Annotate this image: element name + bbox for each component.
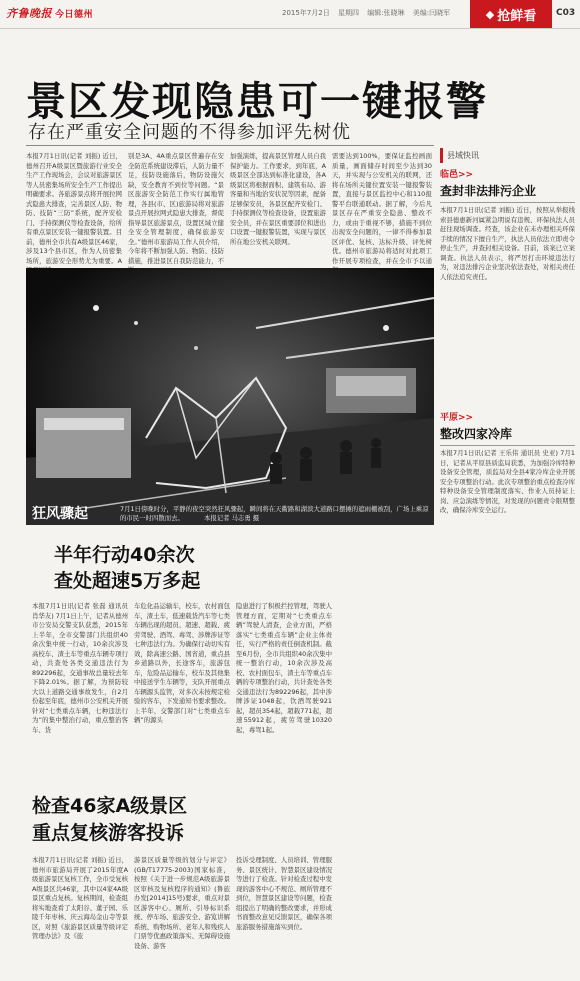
section-icon: ◆	[485, 7, 495, 21]
editor: 编辑:张晓琳	[367, 9, 405, 17]
brief-2-region: 平原>>	[440, 413, 474, 423]
photo-caption	[120, 505, 430, 523]
issue-meta	[282, 8, 456, 18]
story2-column-1: 本报7月1日讯(记者 张磊 通讯员 肖华友) 7月1日上午，记者从德州市公安局交警支队获悉，2015年上半年，全市交警部门共组织40余次集中统一行动，10余次涉及高校车、渣土车等重点车辆专项行动，共查处各类交通违法行为892296起，交通事故总量较去年下降2.01%。据了解，为预防较大以上道路交通事故发生，自2月份起至年底，德州市公安机关开展针对“七类重点车辆，七种违法行为”的集中整治行动，重点整治客车、货	[32, 602, 128, 734]
story2-column-3: 隐患进行了积极拦控管理，驾驶人管理方面，定期对“七类重点车辆”驾驶人清查，企业方面，严格落实“七类重点车辆”企业主体责任，实行严格的责任倒查机制。截至6月份，全市共组织40余次集中统一整治行动，10余次涉及高校、农村面包车，渣土车等重点车辆的专项整治行动，共计查处各类交通违法行为892296起，其中涉牌涉证1048起，饮酒驾驶921起，超员354起，超载771起，超速55912起，疲劳驾驶10320起，毒驾1起。	[236, 602, 332, 734]
issue-weekday: 星期四	[337, 9, 359, 17]
logo-text: 齐鲁晚报	[6, 7, 52, 20]
story3-column-2: 游景区质量等级的划分与评定》(GB/T17775-2003)国家标准，按照《关于进一步规范A级旅游景区审核及复核程序的通知》(鲁旅办发[2014]15号)要求，重点对景区游客中心、厕所、引导标识系统、停车场、旅游安全、游览讲解系统、购物场所、老年人和残疾人门票等优惠政策落实、无障碍设施设备、游客	[134, 856, 230, 950]
lead-column-4: 需要达到100%，要保证监控画面质量，画面储存时间至少达到30天，并实现与公安机关的联网，还将在场所关键位置安装一键报警装置，直接与景区监控中心和110报警平台联通联动。据了解，今后凡景区存在严重安全隐患、整改不力，或由于重视不够，措施不到位出现安全问题的，一律不得参加景区评优、复核、达标升级、评先树优。德州市旅游局将适时对此项工作开展专项检查，并在全市予以通	[332, 152, 432, 265]
brief-1-body: 本报7月1日讯(记者 刘振) 近日，按照从举报线索县德惠新河属紧急明说有违规、环保执法人员赶往现场调查。经查，该企业在未办理相关环保手续的情况下擅自生产，执法人员依法立即责令停止生产，并查封相关设备。目前，该案已立案调查。执法人员表示，将严厉打击环境违法行为，对违法排污企业坚决依法查处，对相关责任人依法追究责任。	[440, 206, 575, 281]
story3-column-3: 投诉受理制度、人员培训、管理服务、景区统计、智慧景区建设情况等进行了检查。针对检查过程中发现的游客中心不规范、厕所管理不到位，智慧景区建设等问题，检查组提出了明确的整改要求，并形成书面整改意见反馈景区，确保各项旅游服务措施落实到位。	[236, 856, 332, 931]
lead-subheadline: 存在严重安全问题的不得参加评先树优	[28, 122, 351, 143]
designer: 美编:闫晓军	[412, 9, 451, 17]
brief-2-body: 本报7月1日讯(记者 王乐伟 通讯员 史亚) 7月1日，记者从平原县质监局获悉，为加强冷库特种设备安全管理，质监局对全县4家冷库企业开展安全专项整治行动。此次专项整治重点检查冷库特种设备安全管理制度落实、作业人员持证上岗、应急演练等情况，对发现的问题责令限期整改，确保冷库安全运行。	[440, 449, 575, 514]
newspaper-logo	[6, 5, 93, 21]
section-label: 抢鲜看	[497, 8, 537, 24]
brief-1-title: 查封非法排污企业	[440, 182, 575, 203]
story3-headline-line1: 检查46家A级景区	[32, 795, 188, 817]
sidebar-label: 县域快讯	[440, 148, 575, 163]
lead-column-3: 加强演练，提高景区管理人员自我保护能力。工作要求，到年底，A级景区全部达到标准化建设，各A级景区将根据面积、建筑布局、游客量和当地治安状况等因素，配备足够保安员，各景区配齐安检门、手持探测仪等检查设备，设置旅游安全员，并在景区重要部位和进出口设置一键报警装置，实现与景区所在地公安机关联网。	[230, 152, 326, 246]
logo-sub: 今日德州	[55, 10, 94, 20]
story2-headline-line2: 查处超速5万多起	[54, 570, 201, 592]
photo-title: 狂风骤起	[32, 506, 88, 522]
sidebar-briefs	[440, 148, 575, 649]
news-photo	[26, 268, 434, 525]
brief-1-region: 临邑>>	[440, 170, 474, 180]
caption-text: 7月1日傍晚时分，平静的夜空突然狂风骤起，瞬间将在天衢路和湖滨大道路口摆摊的遮雨棚被刮，广场上乘凉的市民一时四散而去。	[120, 505, 429, 522]
photo-credit: 本报记者 马志勇 摄	[203, 514, 260, 522]
story2-column-2: 车危化品运输车，校车，农村面包车，渣土车，低速载货汽车等七类车辆出现的超员、超速、超载、疲劳驾驶、酒驾、毒驾、涉牌涉证等七种违法行为。为确保行动切实有效，除高速公路、国省道，重点县乡道路以外，长途客车，旅游包车，危险品运输车，校车及其他集中接送学生车辆等，支队开展重点车辆源头监管，对多次未按规定检验的客车，下发通知书要求整改。上半年，交警部门对“七类重点车辆”的源头	[134, 602, 230, 724]
storm-night-scene	[26, 268, 434, 525]
lead-divider	[26, 145, 434, 146]
section-tag	[470, 0, 552, 28]
issue-date: 2015年7月2日	[282, 9, 330, 17]
lead-column-1: 本报7月1日讯(记者 刘振) 近日，德州召开A级景区暨旅游行业安全生产工作现场会，会议对旅游景区等人员密集场所安全生产工作提出明确要求。各旅游景点将开展拉网式隐患大排查，完善景区人防、物防、技防“三防”系统，配齐安检门、手持探测仪等检查设备，给所有重点景区安装一键报警装置。目前，德州全市共有A级景区46家，涉及13个县市区，作为人员密集场所，旅游安全形势尤为重要。A	[26, 152, 122, 265]
story2-headline-line1: 半年行动40余次	[54, 544, 195, 566]
brief-2-title: 整改四家冷库	[440, 425, 575, 446]
page-number: C03	[556, 8, 576, 18]
story3-column-1: 本报7月1日讯(记者 刘振) 近日，德州市旅游局开展了2015年度A级旅游景区复核工作，全市受复核A级景区共46家，其中以4家4A级景区重点复核。复核期间，检查组将实地查看了太阳谷、董子园、乐陵千年枣林、庆云海岛金山寺等景区，对照《旅游景区质量等级评定管理办法》及《旅	[32, 856, 128, 940]
lead-column-2: 别是3A、4A重点景区普遍存在安全防范系统建设滞后，人防力量不足，技防设施落后，物防设施欠缺，安全教育不到位等问题。“景区旅游安全防范工作实行属地管理，各县(市、区)旅游局将对旅游景点开展拉网式隐患大排查，督促指导景区旅游景点，设置区域立健全安全管理制度，确保旅游安全。”德州市旅游局工作人员介绍，今年将不断加强人防、物防、技防措施，推进景区自我防范能力，不	[128, 152, 224, 265]
story3-headline-line2: 重点复核游客投诉	[32, 822, 185, 844]
lead-headline: 景区发现隐患可一键报警	[26, 79, 488, 125]
